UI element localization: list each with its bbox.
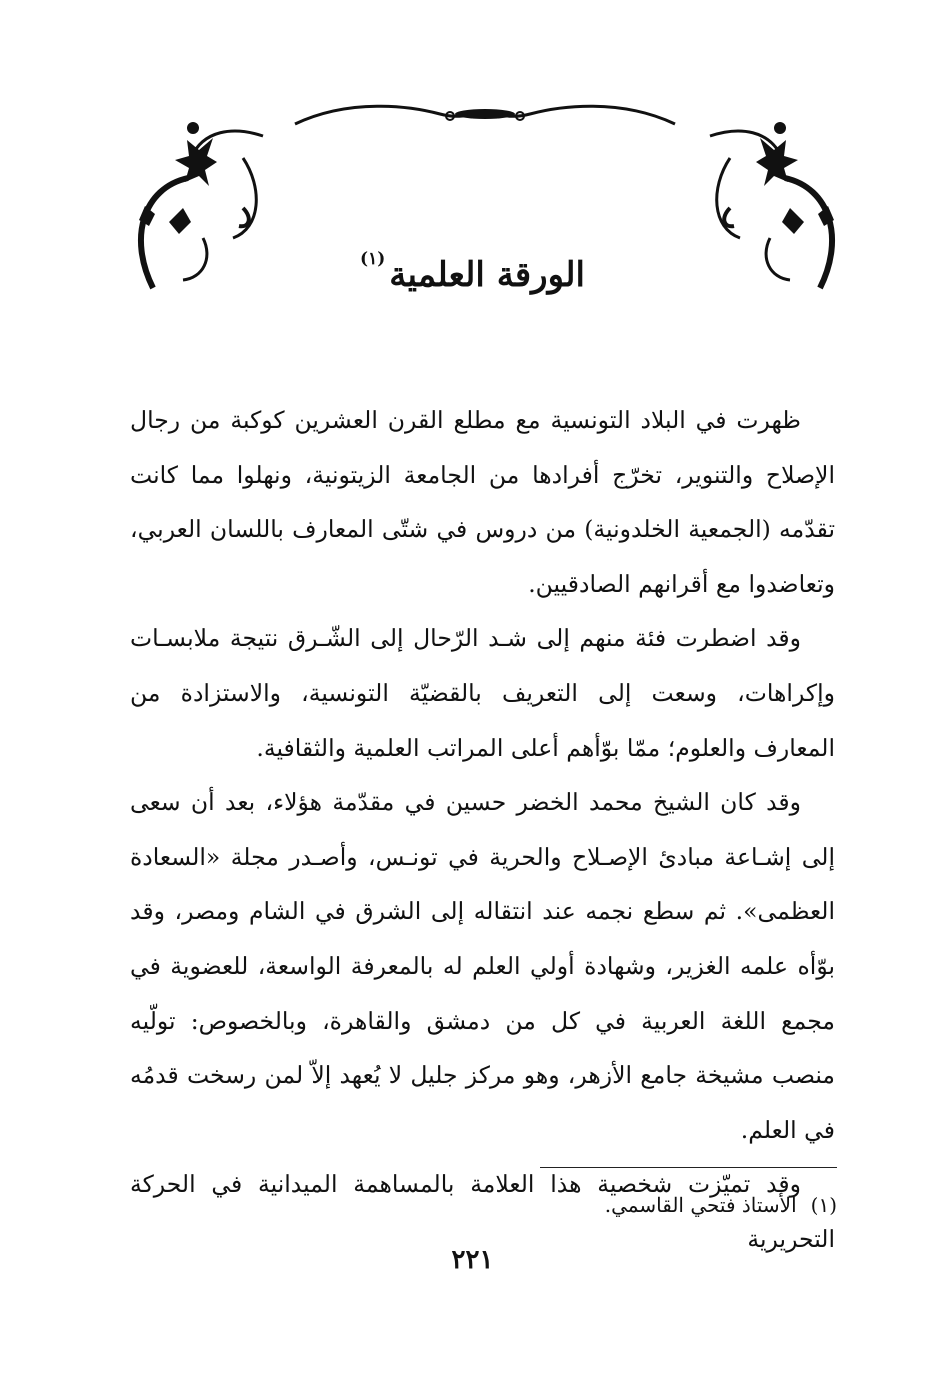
paragraph-1: ظهرت في البلاد التونسية مع مطلع القرن العشرين كوكبة من رجال الإصلاح والتنوير، تخرّج أفرادها من الجامعة الزيتونية، ونهلوا مما كانت تقدّمه (الجمعية الخلدونية) من دروس في شتّى المعارف باللسان العربي، وتعاضدوا مع أقرانهم الصادقيين.: [130, 406, 835, 598]
paragraph-2: وقد اضطرت فئة منهم إلى شـد الرّحال إلى الشّـرق نتيجة ملابسـات وإكراهات، وسعت إلى التعريف بالقضيّة التونسية، والاستزادة من المعارف والعلوم؛ ممّا بوّأهم أعلى المراتب العلمية والثقافية.: [130, 624, 835, 762]
body-text: [130, 393, 835, 1267]
title-text: الورقة العلمية: [389, 254, 585, 295]
footnote: [237, 1190, 837, 1220]
page-title: [0, 249, 945, 296]
page-number: ٢٢١: [451, 1245, 494, 1275]
footnote-divider: [540, 1167, 837, 1168]
title-footnote-marker: (١): [360, 248, 386, 269]
top-flourish-ornament: [290, 92, 680, 132]
paragraph-3: وقد كان الشيخ محمد الخضر حسين في مقدّمة هؤلاء، بعد أن سعى إلى إشـاعة مبادئ الإصـلاح والحرية في تونـس، وأصـدر مجلة «السعادة العظمى». ثم سطع نجمه عند انتقاله إلى الشرق في الشام ومصر، وقد بوّأه علمه الغزير، وشهادة أولي العلم له بالمعرفة الواسعة، للعضوية في مجمع اللغة العربية في كل من دمشق والقاهرة، وبالخصوص: تولّيه منصب مشيخة جامع الأزهر، وهو مركز جليل لا يُعهد إلاّ لمن رسخت قدمُه في العلم.: [130, 788, 835, 1144]
footnote-text: الأستاذ فتحي القاسمي.: [604, 1193, 797, 1217]
paragraph-4: وقد تميّزت شخصية هذا العلامة بالمساهمة الميدانية في الحركة التحريرية: [130, 1170, 835, 1253]
footnote-marker: (١): [810, 1193, 837, 1217]
